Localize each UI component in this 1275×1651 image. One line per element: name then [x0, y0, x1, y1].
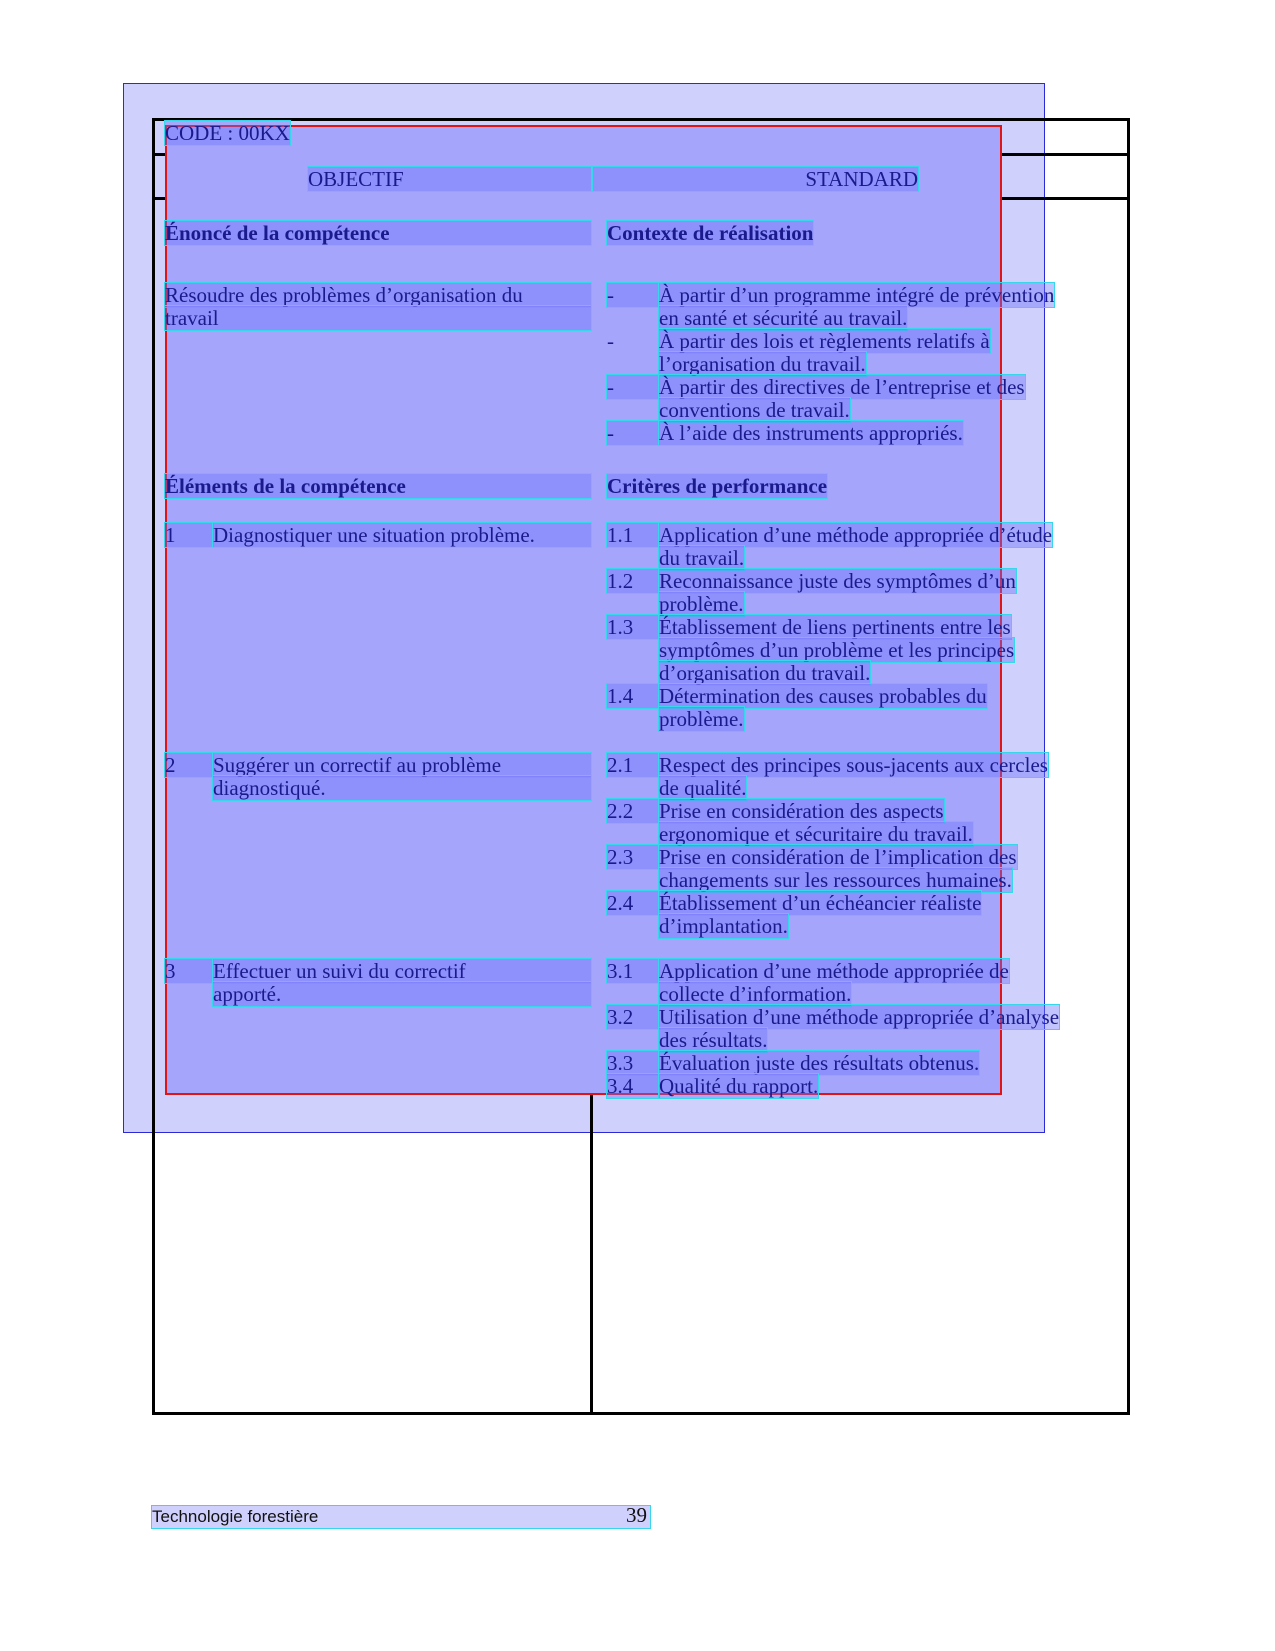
element-number: 2: [165, 753, 213, 777]
critere-line: du travail.: [659, 546, 745, 570]
critere-line: Reconnaissance juste des symptômes d’un: [659, 569, 1016, 593]
critere-number: 3.3: [607, 1051, 659, 1075]
highlight-region-inner: [165, 125, 1002, 1095]
critere-line: Utilisation d’une méthode appropriée d’analyse: [659, 1005, 1060, 1029]
contexte-bullet: -: [607, 329, 614, 353]
contexte-bullet: -: [607, 375, 659, 399]
contexte-line: conventions de travail.: [659, 398, 850, 422]
enonce-title: Énoncé de la compétence: [165, 221, 591, 245]
critere-number: 3.2: [607, 1005, 659, 1029]
contexte-bullet: -: [607, 283, 659, 307]
critere-line: Détermination des causes probables du: [659, 684, 987, 708]
critere-line: d’implantation.: [659, 914, 788, 938]
standard-heading: [593, 167, 918, 191]
elements-title: Éléments de la compétence: [165, 474, 591, 498]
critere-number: 3.1: [607, 959, 659, 983]
critere-line: Application d’une méthode appropriée d’étude: [659, 523, 1053, 547]
element-number: 3: [165, 959, 213, 983]
element-number: 1: [165, 523, 213, 547]
element-line: diagnostiqué.: [213, 776, 591, 800]
critere-line: Respect des principes sous-jacents aux cercles: [659, 753, 1048, 777]
element-line: Suggérer un correctif au problème: [213, 753, 591, 777]
contexte-bullet: -: [607, 421, 659, 445]
enonce-line: Résoudre des problèmes d’organisation du: [165, 283, 591, 307]
standard-label: STANDARD: [805, 167, 918, 191]
enonce-line: travail: [165, 306, 591, 330]
critere-number: 2.2: [607, 799, 659, 823]
critere-number: 1.2: [607, 569, 659, 593]
objectif-heading: [308, 167, 591, 191]
contexte-line: À l’aide des instruments appropriés.: [659, 421, 963, 445]
critere-line: ergonomique et sécuritaire du travail.: [659, 822, 973, 846]
critere-number: 1.3: [607, 615, 659, 639]
contexte-line: l’organisation du travail.: [659, 352, 866, 376]
critere-number: 2.4: [607, 891, 659, 915]
critere-line: Établissement d’un échéancier réaliste: [659, 891, 982, 915]
critere-line: Établissement de liens pertinents entre les: [659, 615, 1011, 639]
critere-line: symptômes d’un problème et les principes: [659, 638, 1015, 662]
critere-line: Évaluation juste des résultats obtenus.: [659, 1051, 980, 1075]
critere-line: changements sur les ressources humaines.: [659, 868, 1012, 892]
contexte-line: À partir des lois et règlements relatifs à: [659, 329, 990, 353]
critere-line: problème.: [659, 707, 744, 731]
element-line: Effectuer un suivi du correctif: [213, 959, 591, 983]
contexte-line: À partir d’un programme intégré de prévention: [659, 283, 1055, 307]
critere-number: 3.4: [607, 1074, 659, 1098]
contexte-title: Contexte de réalisation: [607, 221, 814, 245]
critere-line: problème.: [659, 592, 744, 616]
critere-line: Qualité du rapport.: [659, 1074, 819, 1098]
page-number: 39: [626, 1503, 647, 1527]
critere-number: 1.1: [607, 523, 659, 547]
critere-line: d’organisation du travail.: [659, 661, 871, 685]
critere-line: de qualité.: [659, 776, 747, 800]
element-line: apporté.: [213, 982, 591, 1006]
element-line: Diagnostiquer une situation problème.: [213, 523, 591, 547]
critere-line: Prise en considération de l’implication des: [659, 845, 1017, 869]
critere-number: 1.4: [607, 684, 659, 708]
objectif-label: OBJECTIF: [308, 167, 404, 191]
critere-line: Prise en considération des aspects: [659, 799, 944, 823]
critere-number: 2.3: [607, 845, 659, 869]
contexte-line: en santé et sécurité au travail.: [659, 306, 908, 330]
critere-number: 2.1: [607, 753, 659, 777]
code-label: CODE : 00KX: [165, 121, 290, 145]
footer-title: Technologie forestière: [152, 1507, 319, 1526]
contexte-line: À partir des directives de l’entreprise et des: [659, 375, 1025, 399]
critere-line: des résultats.: [659, 1028, 768, 1052]
critere-line: collecte d’information.: [659, 982, 852, 1006]
critere-line: Application d’une méthode appropriée de: [659, 959, 1009, 983]
criteres-title: Critères de performance: [607, 474, 828, 498]
